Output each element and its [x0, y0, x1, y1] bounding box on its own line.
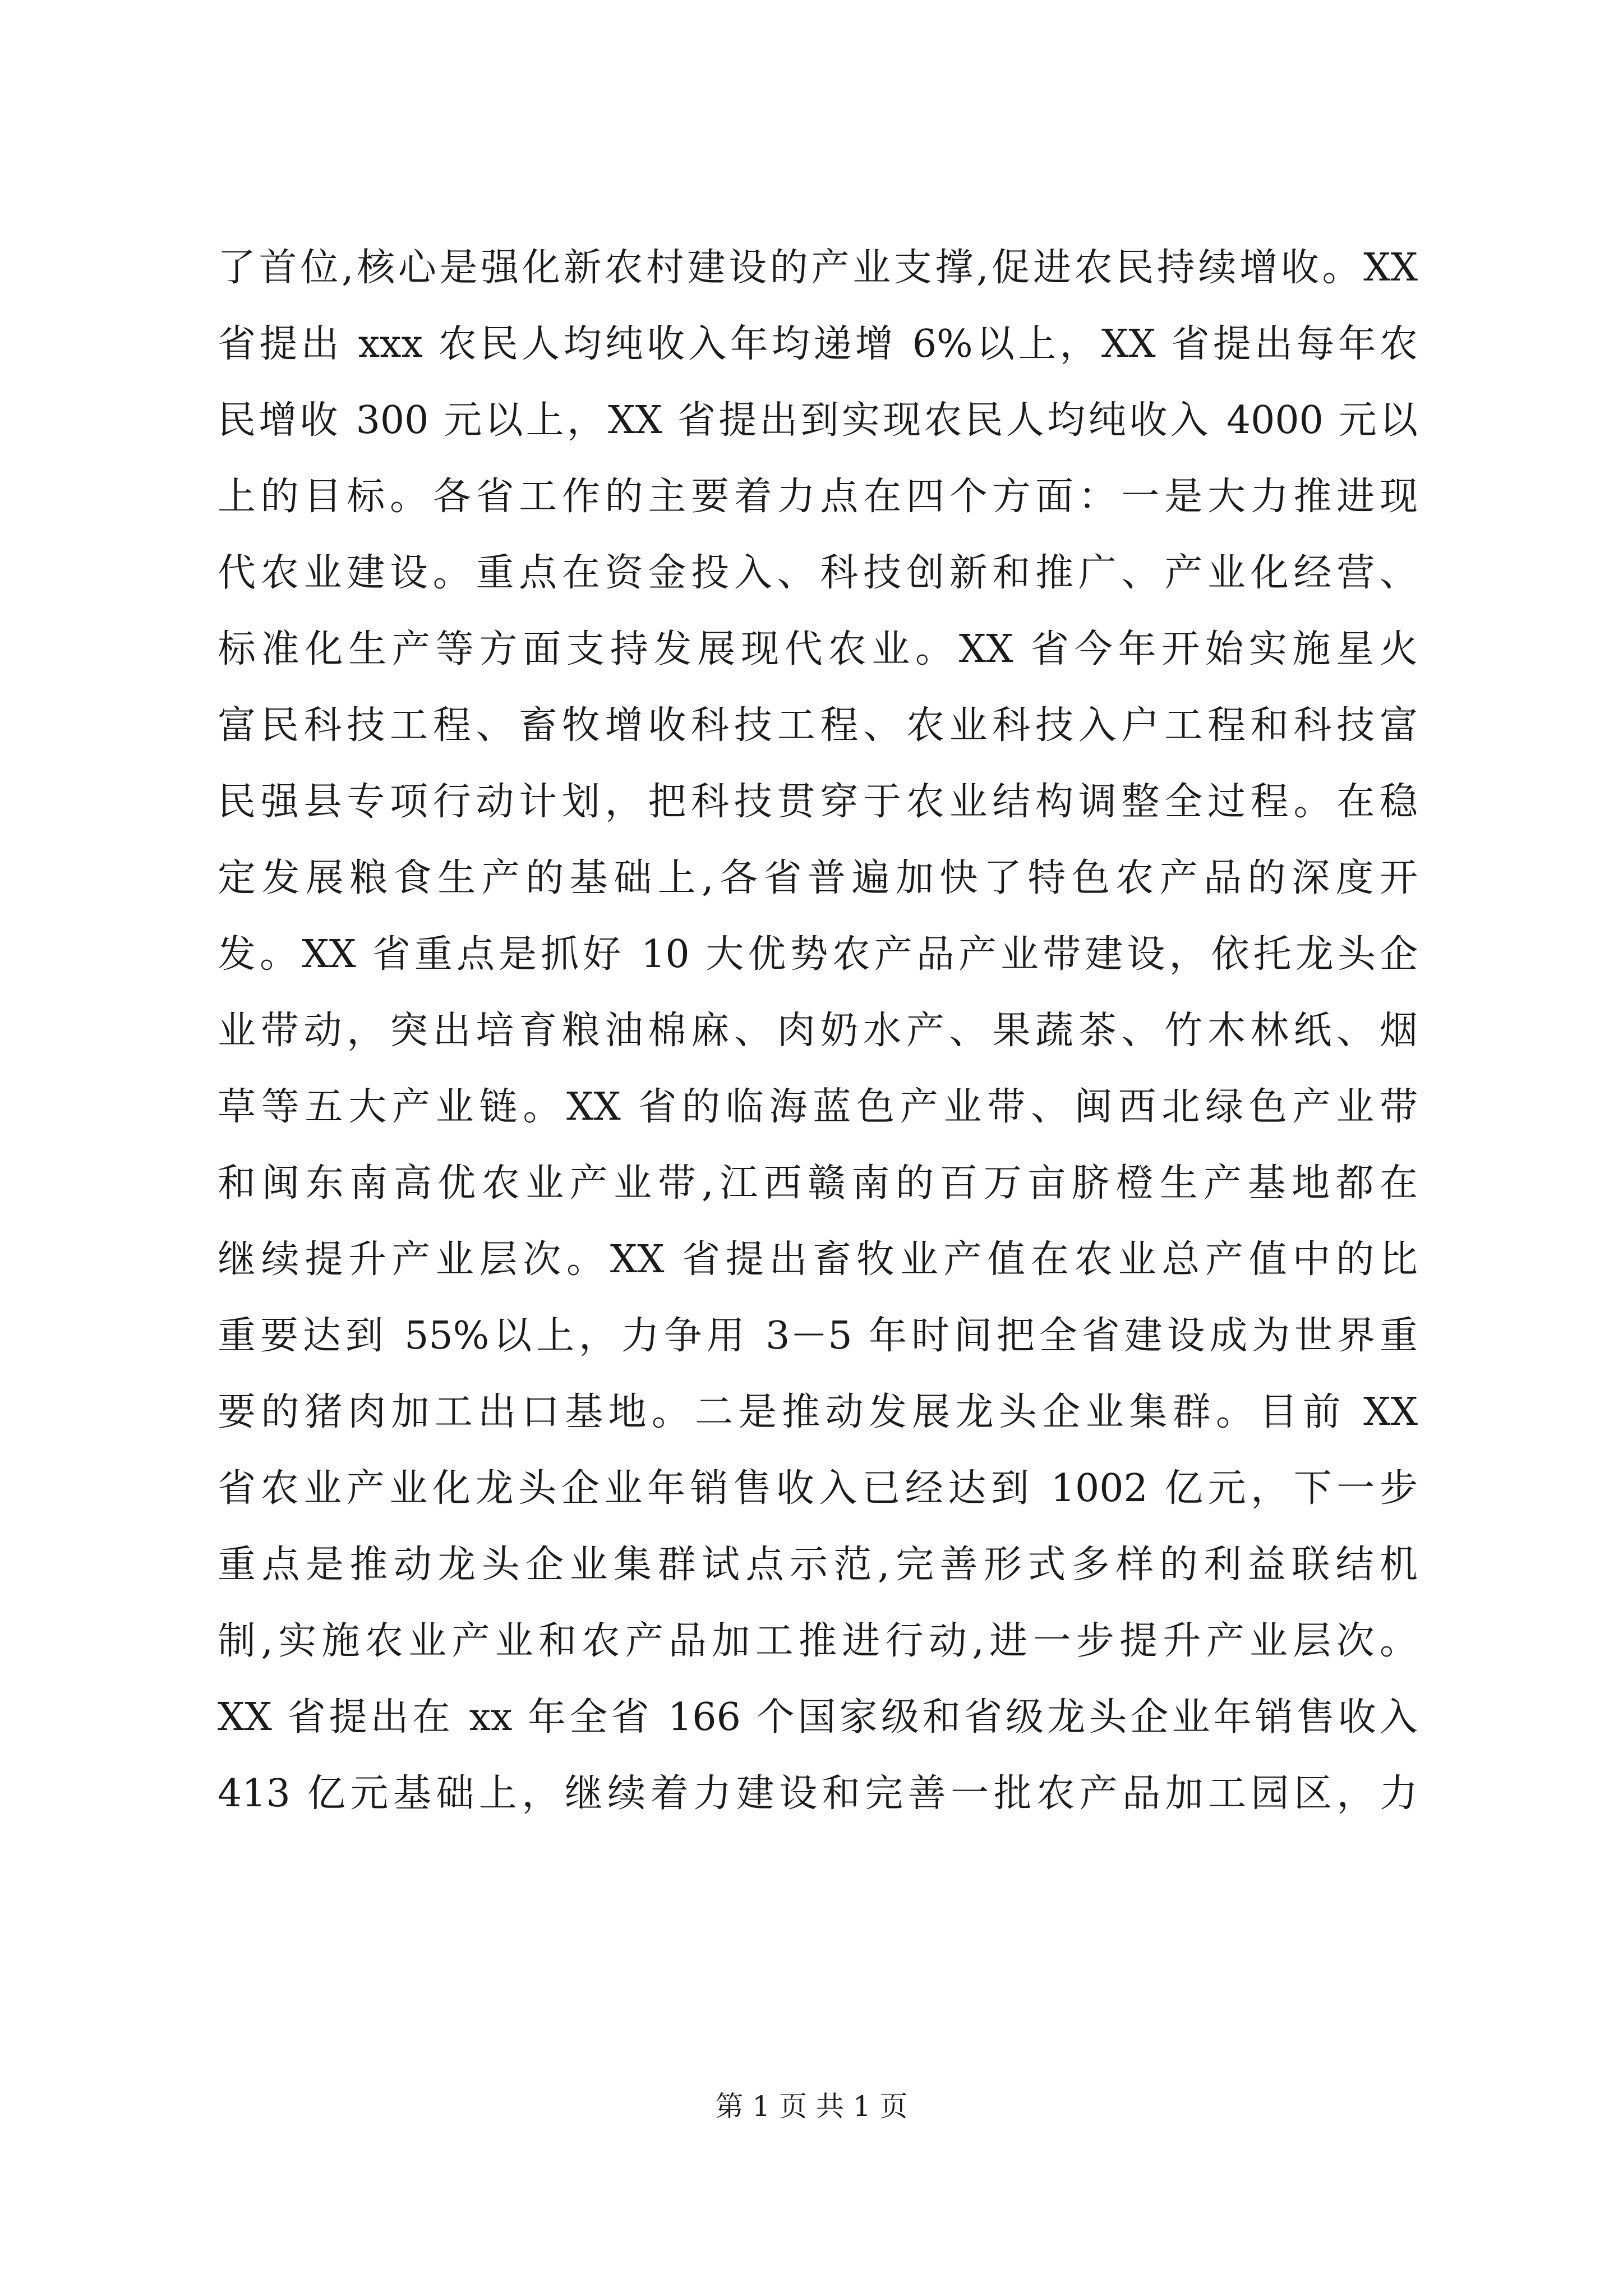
text-line: 富民科技工程、畜牧增收科技工程、农业科技入户工程和科技富 — [218, 703, 1418, 748]
text-line: 和闽东南高优农业产业带,江西赣南的百万亩脐橙生产基地都在 — [218, 1161, 1418, 1205]
text-line: 制,实施农业产业和农产品加工推进行动,进一步提升产业层次。 — [218, 1619, 1418, 1663]
text-line: 重要达到 55%以上，力争用 3－5 年时间把全省建设成为世界重 — [218, 1314, 1418, 1358]
text-line: 要的猪肉加工出口基地。二是推动发展龙头企业集群。目前 XX — [218, 1390, 1418, 1434]
body-text — [218, 230, 1418, 1832]
text-line: 标准化生产等方面支持发展现代农业。XX 省今年开始实施星火 — [218, 627, 1418, 671]
text-line: 代农业建设。重点在资金投入、科技创新和推广、产业化经营、 — [218, 551, 1418, 595]
text-line: 省农业产业化龙头企业年销售收入已经达到 1002 亿元，下一步 — [218, 1466, 1418, 1511]
text-line: 上的目标。各省工作的主要着力点在四个方面：一是大力推进现 — [218, 475, 1418, 519]
text-line: 民增收 300 元以上，XX 省提出到实现农民人均纯收入 4000 元以 — [218, 398, 1418, 443]
text-line: 业带动，突出培育粮油棉麻、肉奶水产、果蔬茶、竹木林纸、烟 — [218, 1009, 1418, 1053]
text-line: 413 亿元基础上，继续着力建设和完善一批农产品加工园区，力 — [218, 1772, 1418, 1816]
text-line: 省提出 xxx 农民人均纯收入年均递增 6%以上，XX 省提出每年农 — [218, 322, 1418, 366]
page-number: 第 1 页 共 1 页 — [715, 2090, 908, 2123]
text-line: 了首位,核心是强化新农村建设的产业支撑,促进农民持续增收。XX — [218, 246, 1418, 290]
text-line: 草等五大产业链。XX 省的临海蓝色产业带、闽西北绿色产业带 — [218, 1085, 1418, 1129]
text-line: XX 省提出在 xx 年全省 166 个国家级和省级龙头企业年销售收入 — [218, 1695, 1418, 1740]
text-line: 民强县专项行动计划，把科技贯穿于农业结构调整全过程。在稳 — [218, 780, 1418, 824]
text-line: 定发展粮食生产的基础上,各省普遍加快了特色农产品的深度开 — [218, 856, 1418, 900]
text-line: 发。XX 省重点是抓好 10 大优势农产品产业带建设，依托龙头企 — [218, 932, 1418, 977]
text-line: 继续提升产业层次。XX 省提出畜牧业产值在农业总产值中的比 — [218, 1237, 1418, 1282]
page-footer — [0, 2087, 1623, 2126]
text-line: 重点是推动龙头企业集群试点示范,完善形式多样的利益联结机 — [218, 1543, 1418, 1587]
